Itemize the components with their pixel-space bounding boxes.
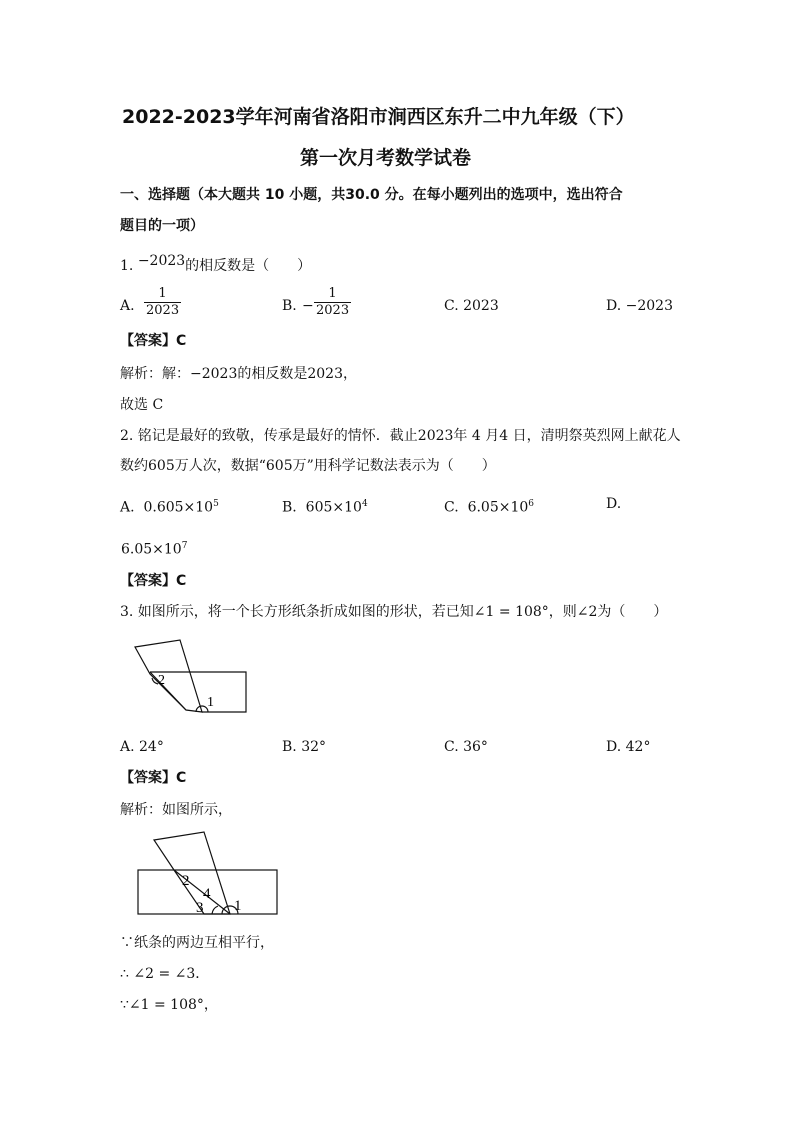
q2-answer: 【答案】C	[120, 573, 187, 589]
q2-option-a-exp: 5	[213, 499, 219, 509]
q3-option-c: C. 36°	[444, 739, 488, 755]
q1-expr: −2023	[137, 253, 186, 269]
q2-option-d	[121, 536, 187, 560]
q3-fig2-angle3-label: 3	[196, 900, 204, 916]
q3-step3: ∵∠1 = 108°，	[120, 997, 218, 1013]
q1-analysis: 解析：解：−2023的相反数是2023，	[120, 366, 357, 382]
q3-fig2-angle1-label: 1	[234, 898, 242, 914]
q1-text: 的相反数是（ ）	[185, 258, 312, 274]
q3-fig2-angle4-label: 4	[203, 886, 211, 902]
q3-option-d: D. 42°	[606, 739, 651, 755]
q2-option-d-base: 6.05×10	[121, 541, 182, 558]
q2-option-d-exp: 7	[181, 541, 188, 551]
q2-option-c-base: 6.05×10	[467, 499, 529, 516]
section-heading-line1: 一、选择题（本大题共 10 小题，共30.0 分。在每小题列出的选项中，选出符合	[120, 187, 623, 203]
q3-figure-solution	[134, 830, 294, 922]
q2-option-c-label: C.	[444, 499, 459, 516]
q1-option-b-sign: −	[302, 298, 314, 314]
q2-option-a-label: A.	[120, 499, 135, 516]
q3-step2: ∴ ∠2 = ∠3．	[120, 966, 210, 982]
q3-stem: 3. 如图所示，将一个长方形纸条折成如图的形状，若已知∠1 = 108°，则∠2为（ ）	[120, 604, 668, 620]
q1-option-c: C. 2023	[444, 298, 499, 314]
q1-option-b-fraction	[314, 286, 351, 319]
q3-figure-folded-strip	[128, 632, 268, 722]
q2-option-c	[444, 494, 534, 518]
q1-option-a-label: A.	[120, 298, 135, 314]
q1-option-d: D. −2023	[606, 298, 673, 314]
q1-option-b-numerator: 1	[328, 286, 337, 301]
q1-option-b-denominator: 2023	[316, 303, 350, 318]
q2-option-a-base: 0.605×10	[143, 499, 214, 516]
q1-number: 1.	[120, 258, 134, 274]
q3-fig2-angle2-label: 2	[182, 873, 190, 889]
q1-option-a-fraction	[144, 286, 181, 319]
q3-option-b: B. 32°	[282, 739, 327, 755]
q1-option-a-numerator: 1	[158, 286, 167, 301]
q3-step1: ∵纸条的两边互相平行，	[120, 935, 274, 951]
q2-option-b-exp: 4	[361, 499, 368, 509]
q3-analysis: 解析：如图所示，	[120, 802, 232, 818]
q3-option-a: A. 24°	[120, 739, 164, 755]
q3-fig1-angle1-label: 1	[207, 695, 214, 710]
q2-stem-line2: 数约605万人次，数据“605万”用科学记数法表示为（ ）	[120, 458, 496, 474]
q3-fig1-angle2-label: 2	[158, 673, 165, 688]
q2-stem-line1: 2. 铭记是最好的致敬，传承是最好的情怀．截止2023年 4 月4 日，清明祭英烈网上献花人	[120, 428, 681, 444]
q1-answer: 【答案】C	[120, 333, 187, 349]
page-title-line2: 第一次月考数学试卷	[300, 147, 472, 169]
q1-option-a-denominator: 2023	[146, 303, 180, 318]
q2-option-b-label: B.	[282, 499, 297, 516]
q2-option-b-base: 605×10	[305, 499, 362, 516]
q2-option-b	[282, 494, 368, 518]
q1-option-b-label: B.	[282, 298, 297, 314]
q3-answer: 【答案】C	[120, 770, 187, 786]
page-title-line1: 2022-2023学年河南省洛阳市涧西区东升二中九年级（下）	[122, 106, 635, 128]
q2-option-a	[120, 494, 219, 518]
section-heading-line2: 题目的一项）	[120, 218, 204, 234]
q1-stem	[120, 253, 312, 276]
q2-option-d-label: D.	[606, 496, 622, 512]
q2-option-c-exp: 6	[528, 499, 535, 509]
q1-conclusion: 故选 C	[120, 397, 164, 413]
